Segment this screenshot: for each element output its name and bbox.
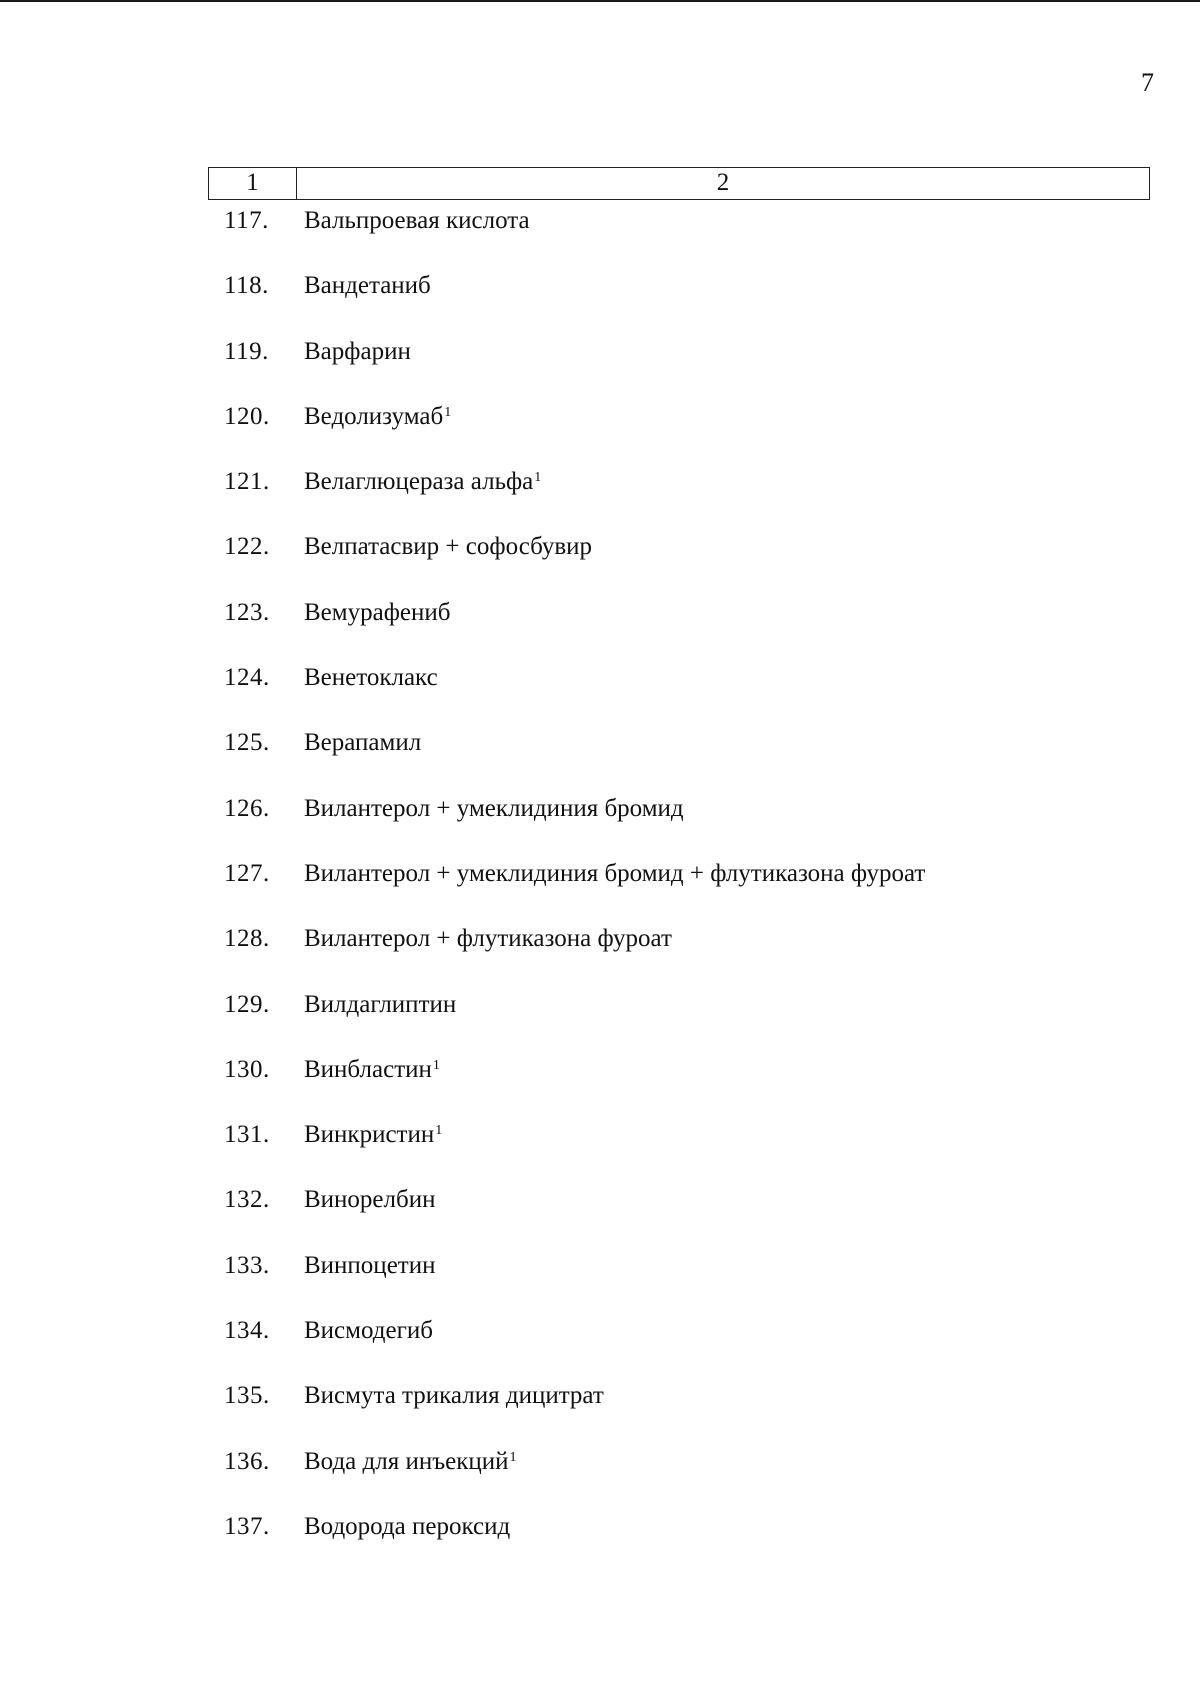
table-row: [208, 1182, 1150, 1247]
row-number: 133.: [224, 1251, 270, 1279]
drug-name: [304, 1378, 604, 1414]
row-number: 124.: [224, 664, 270, 692]
drug-name-text: Винкристин: [304, 1121, 435, 1149]
drug-name-text: Висмута трикалия дицитрат: [304, 1382, 604, 1410]
drug-name-text: Вандетаниб: [304, 272, 431, 300]
table-row: [208, 1509, 1150, 1574]
footnote-marker: 1: [444, 404, 452, 420]
drug-name: [304, 399, 451, 435]
drug-name-text: Венетоклакс: [304, 664, 438, 692]
row-number: 136.: [224, 1447, 270, 1475]
row-number: 130.: [224, 1055, 270, 1083]
table-row: [208, 203, 1150, 268]
column-header-2: 2: [716, 169, 730, 196]
drug-name: [304, 334, 411, 370]
table-row: [208, 268, 1150, 333]
row-number: 134.: [224, 1317, 270, 1345]
table-row: [208, 856, 1150, 921]
table-column-header: [208, 167, 1150, 200]
drug-name: [304, 1444, 517, 1480]
row-number: 118.: [224, 272, 269, 300]
row-number: 123.: [224, 598, 270, 626]
page-number: 7: [1141, 68, 1154, 97]
row-number: 132.: [224, 1186, 270, 1214]
drug-name: [304, 987, 456, 1023]
drug-name-text: Вилантерол + флутиказона фуроат: [304, 925, 672, 953]
drug-name-text: Винпоцетин: [304, 1251, 436, 1279]
table-row: [208, 1378, 1150, 1443]
table-row: [208, 1248, 1150, 1313]
drug-name-text: Вода для инъекций: [304, 1447, 509, 1475]
row-number: 127.: [224, 859, 270, 887]
drug-name: [304, 464, 541, 500]
row-number: 119.: [224, 337, 269, 365]
drug-name-text: Варфарин: [304, 337, 411, 365]
table-row: [208, 399, 1150, 464]
row-number: 126.: [224, 794, 270, 822]
drug-name: [304, 529, 592, 565]
drug-name-text: Вемурафениб: [304, 598, 451, 626]
row-number: 122.: [224, 533, 270, 561]
row-number: 125.: [224, 729, 270, 757]
column-header-1: 1: [209, 168, 297, 199]
row-number: 137.: [224, 1512, 270, 1540]
row-number: 135.: [224, 1382, 270, 1410]
row-number: 129.: [224, 990, 270, 1018]
drug-name: [304, 1117, 442, 1153]
table-row: [208, 987, 1150, 1052]
drug-name-text: Винорелбин: [304, 1186, 436, 1214]
drug-name-text: Верапамил: [304, 729, 422, 757]
drug-name: [304, 268, 431, 304]
drug-name: [304, 1052, 440, 1088]
drug-name: [304, 921, 672, 957]
drug-name: [304, 856, 925, 892]
drug-name-text: Велаглюцераза альфа: [304, 468, 534, 496]
drug-name: [304, 660, 438, 696]
drug-name: [304, 203, 530, 239]
drug-name-text: Вилдаглиптин: [304, 990, 457, 1018]
row-number: 128.: [224, 925, 270, 953]
table-row: [208, 1052, 1150, 1117]
table-row: [208, 334, 1150, 399]
table-row: [208, 725, 1150, 790]
drug-name-text: Велпатасвир + софосбувир: [304, 533, 593, 561]
drug-name-text: Ведолизумаб: [304, 402, 444, 430]
table-row: [208, 464, 1150, 529]
row-number: 120.: [224, 402, 270, 430]
footnote-marker: 1: [509, 1449, 517, 1465]
drug-name: [304, 1248, 435, 1284]
drug-list: [208, 203, 1150, 1574]
table-row: [208, 660, 1150, 725]
drug-name-text: Водорода пероксид: [304, 1512, 511, 1540]
row-number: 117.: [224, 207, 269, 234]
table-row: [208, 1313, 1150, 1378]
footnote-marker: 1: [435, 1123, 443, 1139]
table-row: [208, 595, 1150, 660]
table-row: [208, 1444, 1150, 1509]
drug-name-text: Вилантерол + умеклидиния бромид: [304, 794, 684, 822]
drug-name-text: Вальпроевая кислота: [304, 207, 530, 234]
drug-name: [304, 791, 684, 827]
drug-name-text: Висмодегиб: [304, 1317, 433, 1345]
table-row: [208, 791, 1150, 856]
drug-name: [304, 1313, 433, 1349]
footnote-marker: 1: [432, 1057, 440, 1073]
table-row: [208, 921, 1150, 986]
table-row: [208, 1117, 1150, 1182]
drug-name: [304, 1509, 510, 1545]
drug-name: [304, 725, 421, 761]
page-top-edge: [0, 0, 1200, 2]
drug-name: [304, 595, 450, 631]
drug-name-text: Винбластин: [304, 1055, 432, 1083]
footnote-marker: 1: [534, 470, 542, 486]
row-number: 131.: [224, 1121, 270, 1149]
table-row: [208, 529, 1150, 594]
row-number: 121.: [224, 468, 270, 496]
drug-name-text: Вилантерол + умеклидиния бромид + флутиказона фуроат: [304, 859, 926, 887]
drug-name: [304, 1182, 435, 1218]
